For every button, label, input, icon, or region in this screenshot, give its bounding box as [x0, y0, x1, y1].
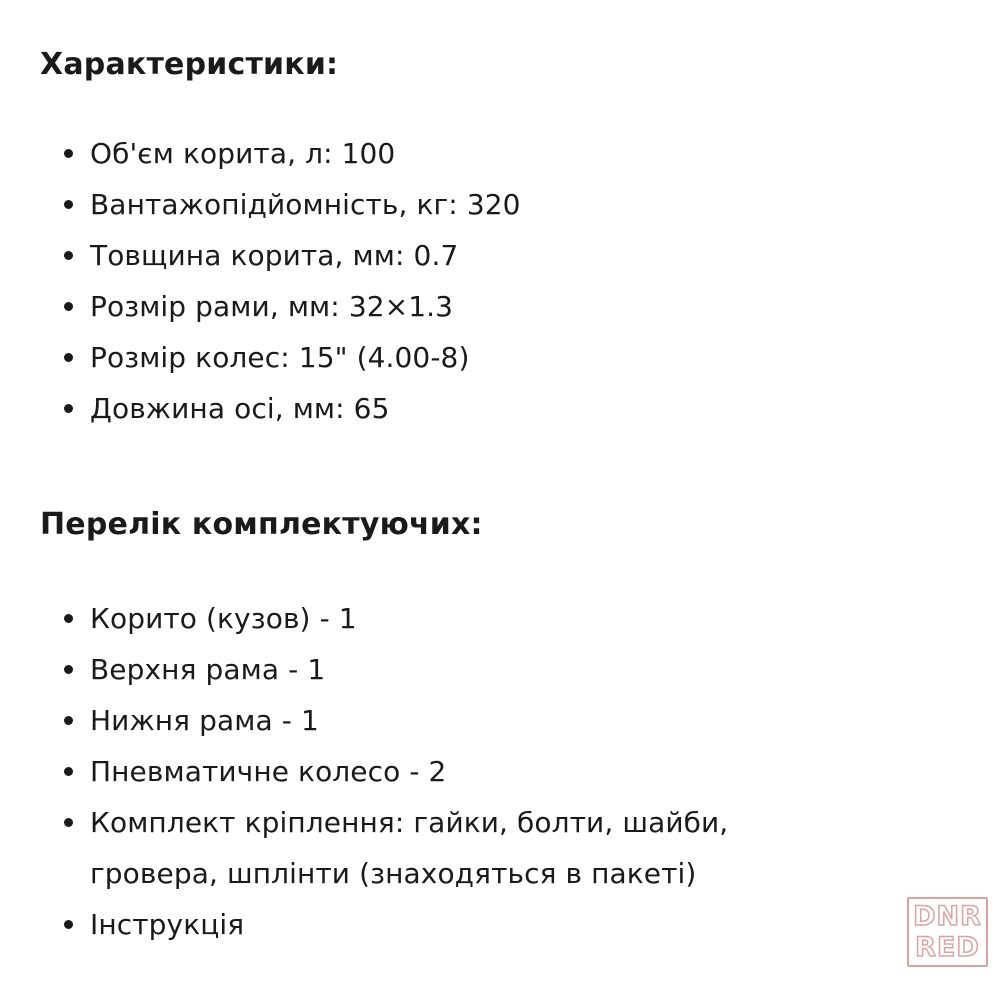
component-item-wheel: Пневматичне колесо - 2 — [40, 746, 940, 797]
components-heading: Перелік комплектуючих: — [40, 507, 483, 542]
component-item-upper-frame: Верхня рама - 1 — [40, 644, 940, 695]
specifications-heading: Характеристики: — [40, 47, 339, 82]
spec-item-volume: Об'єм корита, л: 100 — [40, 128, 940, 179]
components-section — [40, 496, 940, 950]
component-item-lower-frame: Нижня рама - 1 — [40, 695, 940, 746]
product-description — [40, 36, 940, 950]
watermark-logo — [907, 897, 988, 967]
component-item-tray: Корито (кузов) - 1 — [40, 593, 940, 644]
component-item-fasteners-line2: гровера, шплінти (знаходяться в пакеті) — [90, 857, 697, 890]
spec-item-load-capacity: Вантажопідйомність, кг: 320 — [40, 179, 940, 230]
watermark-line-2: RED — [915, 932, 980, 963]
spec-item-thickness: Товщина корита, мм: 0.7 — [40, 230, 940, 281]
spec-item-axle-length: Довжина осі, мм: 65 — [40, 383, 940, 434]
specifications-section — [40, 36, 940, 434]
component-item-fasteners-line1: Комплект кріплення: гайки, болти, шайби, — [90, 806, 729, 839]
spec-item-frame-size: Розмір рами, мм: 32×1.3 — [40, 281, 940, 332]
components-list — [40, 593, 940, 950]
component-item-fasteners — [40, 797, 940, 899]
watermark-line-1: DNR — [913, 901, 982, 932]
spec-item-wheel-size: Розмір колес: 15" (4.00-8) — [40, 332, 940, 383]
component-item-manual: Інструкція — [40, 899, 940, 950]
specifications-list — [40, 128, 940, 434]
